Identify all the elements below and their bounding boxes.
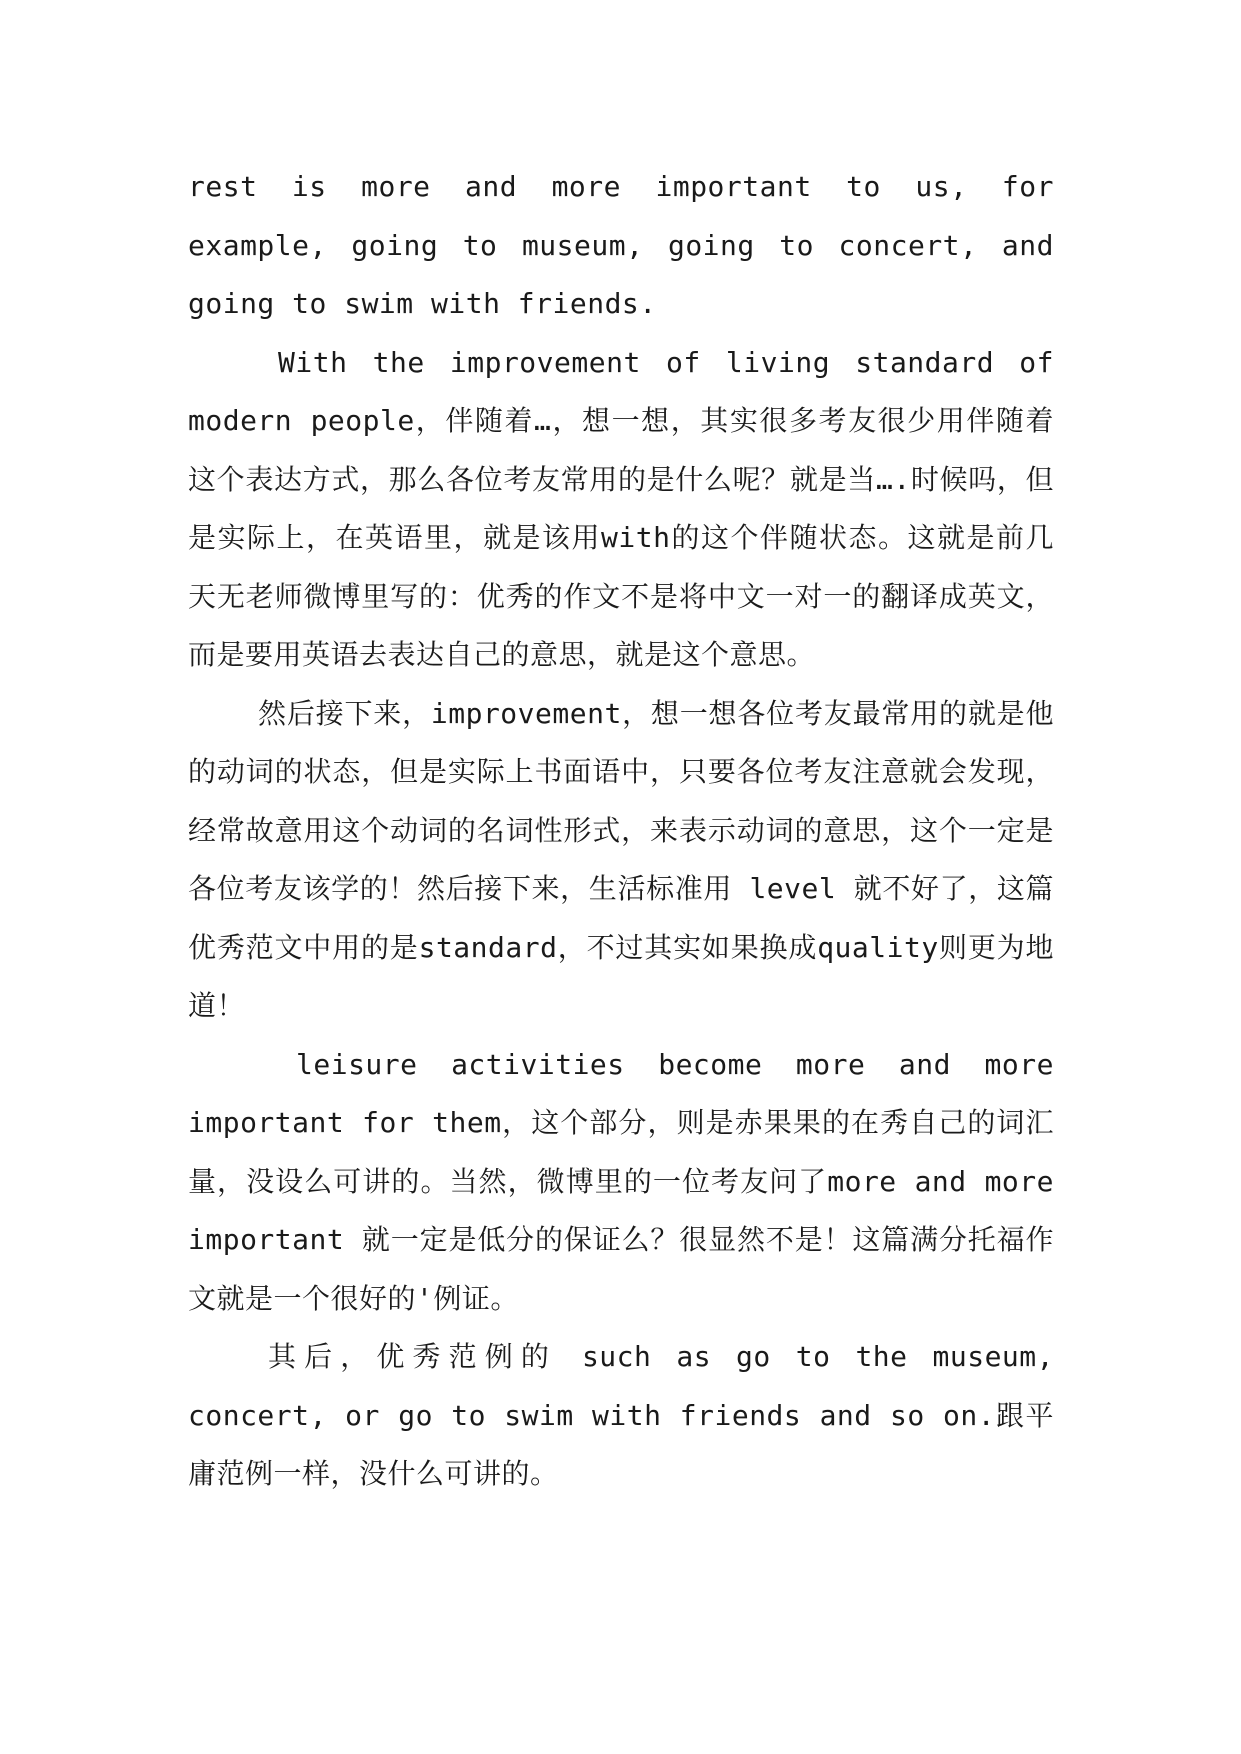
paragraph-1: rest is more and more important to us, for example, going to museum, going to concert, and going to swim with friends. — [188, 170, 1054, 320]
paragraph-3: 然后接下来，improvement，想一想各位考友最常用的就是他的动词的状态，但是实际上书面语中，只要各位考友注意就会发现，经常故意用这个动词的名词性形式，来表示动词的意思，这个一定是各位考友该学的！然后接下来，生活标准用 level 就不好了，这篇优秀范文中用的是standard，不过其实如果换成quality则更为地道！ — [188, 696, 1054, 1022]
paragraph-4: leisure activities become more and more important for them，这个部分，则是赤果果的在秀自己的词汇量，没设么可讲的。当然，微博里的一位考友问了more and more important 就一定是低分的保证么？很显然不是！这篇满分托福作文就是一个很好的'例证。 — [188, 1047, 1054, 1315]
paragraph-5: 其后，优秀范例的 such as go to the museum, concert, or go to swim with friends and so on.跟平庸范例一样，没什么可讲的。 — [188, 1340, 1054, 1490]
document-body — [188, 158, 1054, 1504]
paragraph-2: With the improvement of living standard of modern people，伴随着…，想一想，其实很多考友很少用伴随着这个表达方式，那么各位考友常用的是什么呢？就是当….时候吗，但是实际上，在英语里，就是该用with的这个伴随状态。这就是前几天无老师微博里写的：优秀的作文不是将中文一对一的翻译成英文，而是要用英语去表达自己的意思，就是这个意思。 — [188, 345, 1054, 671]
